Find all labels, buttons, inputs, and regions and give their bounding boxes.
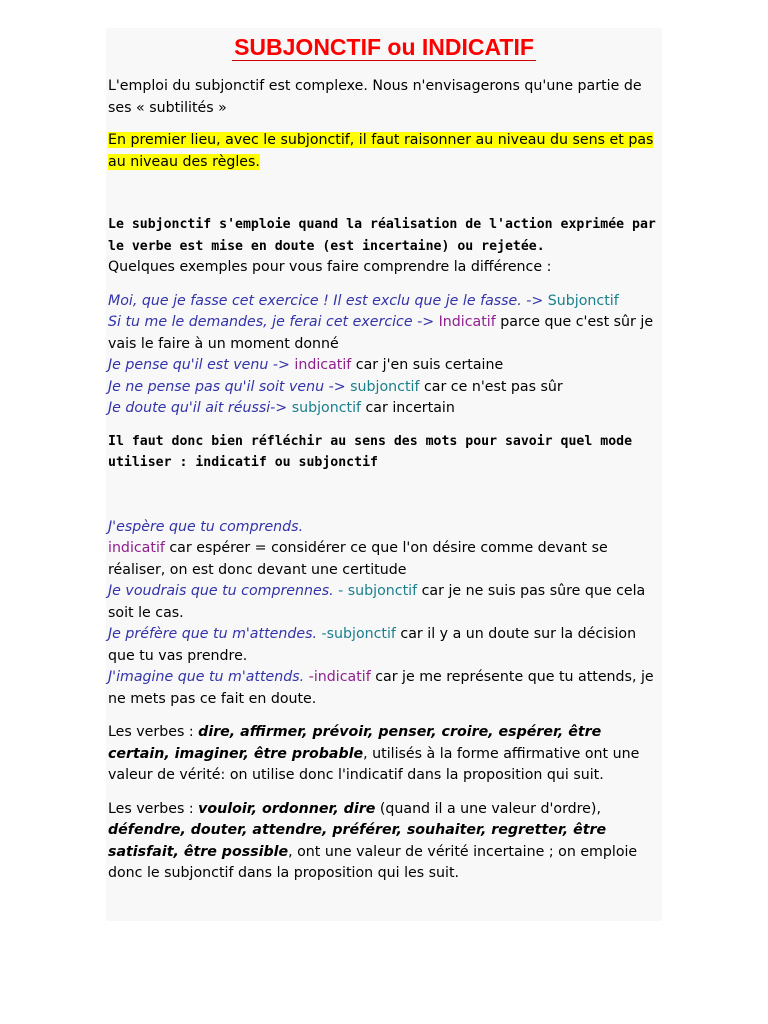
example-mode: - subjonctif — [333, 583, 418, 599]
verbs-explanation: , ont une valeur de vérité incertaine ; on emploie donc le subjonctif dans la proposition qui les suit. — [108, 843, 638, 881]
highlight-text: En premier lieu, avec le subjonctif, il faut raisonner au niveau du sens et pas au niveau des règles. — [108, 132, 654, 170]
verbs-list: dire, affirmer, prévoir, penser, croire, espérer, être certain, imaginer, être probable — [108, 724, 602, 762]
example-line — [108, 667, 660, 710]
example-explanation: car espérer = considérer ce que l'on désire comme devant se réaliser, on est donc devant une certitude — [108, 540, 608, 578]
verbs-explanation: , utilisés à la forme affirmative ont une valeur de vérité: on utilise donc l'indicatif dans la proposition qui suit. — [108, 745, 640, 783]
example-mode: subjonctif — [345, 378, 420, 395]
example-mode: indicatif — [108, 540, 165, 556]
example-sentence: Si tu me le demandes, je ferai cet exercice -> — [108, 314, 435, 330]
document-content — [108, 28, 660, 885]
example-explanation: car incertain — [361, 400, 455, 416]
example-sentence: J'imagine que tu m'attends. — [108, 669, 305, 685]
example-mode: indicatif — [289, 357, 352, 373]
example-mode: Indicatif — [434, 314, 496, 330]
verbs-prefix: Les verbes : — [108, 800, 199, 817]
examples-intro: Quelques exemples pour vous faire comprendre la différence : — [108, 259, 552, 275]
example-line — [108, 377, 660, 399]
intro-paragraph: L'emploi du subjonctif est complexe. Nous n'envisagerons qu'une partie de ses « subtilités » — [108, 78, 642, 116]
example-explanation: car je ne suis pas sûre que cela soit le cas. — [108, 583, 646, 621]
example-mode: -indicatif — [304, 669, 371, 685]
example-sentence: Je pense qu'il est venu -> — [108, 357, 290, 373]
examples-block-2 — [108, 517, 660, 711]
example-line — [108, 538, 660, 581]
example-sentence: Je ne pense pas qu'il soit venu -> — [108, 378, 346, 395]
example-explanation: car il y a un doute sur la décision que tu vas prendre. — [108, 626, 637, 664]
example-line — [108, 355, 660, 377]
rule-paragraph: Le subjonctif s'emploie quand la réalisation de l'action exprimée par le verbe est mise en doute (est incertaine) ou rejetée. — [108, 217, 656, 254]
example-explanation: parce que c'est sûr je vais le faire à un moment donné — [108, 314, 654, 352]
example-sentence: Moi, que je fasse cet exercice ! Il est exclu que je le fasse. -> — [108, 292, 544, 309]
example-mode: -subjonctif — [316, 626, 396, 642]
example-explanation: car je me représente que tu attends, je ne mets pas ce fait en doute. — [108, 669, 654, 707]
example-line — [108, 312, 660, 355]
example-mode: subjonctif — [287, 400, 361, 416]
verbs-middle: (quand il a une valeur d'ordre), — [375, 800, 601, 817]
verbs-list-a: vouloir, ordonner, dire — [198, 800, 376, 817]
example-line — [108, 581, 660, 624]
example-line — [108, 624, 660, 667]
verbs-prefix: Les verbes : — [108, 724, 199, 740]
examples-list — [108, 291, 660, 420]
example-sentence: Je doute qu'il ait réussi-> — [108, 400, 288, 416]
example-mode: Subjonctif — [543, 292, 619, 309]
example-line — [108, 398, 660, 420]
example-sentence: J'espère que tu comprends. — [108, 518, 304, 535]
example-line — [108, 291, 660, 313]
document-page — [106, 28, 662, 921]
example-explanation: car ce n'est pas sûr — [419, 378, 563, 395]
page-title — [108, 32, 660, 62]
verbs-subjunctive-paragraph — [108, 799, 660, 885]
highlight-paragraph — [108, 130, 660, 173]
conclusion-paragraph: Il faut donc bien réfléchir au sens des mots pour savoir quel mode utiliser : indicatif ou subjonctif — [108, 433, 633, 470]
verbs-indicative-paragraph — [108, 722, 660, 787]
verbs-list-b: défendre, douter, attendre, préférer, souhaiter, regretter, être satisfait, être possible — [108, 822, 607, 860]
example-sentence: Je préfère que tu m'attendes. — [108, 626, 317, 642]
title-text: SUBJONCTIF ou INDICATIF — [234, 34, 534, 60]
example-explanation: car j'en suis certaine — [351, 357, 504, 373]
example-sentence: Je voudrais que tu comprennes. — [108, 583, 334, 599]
